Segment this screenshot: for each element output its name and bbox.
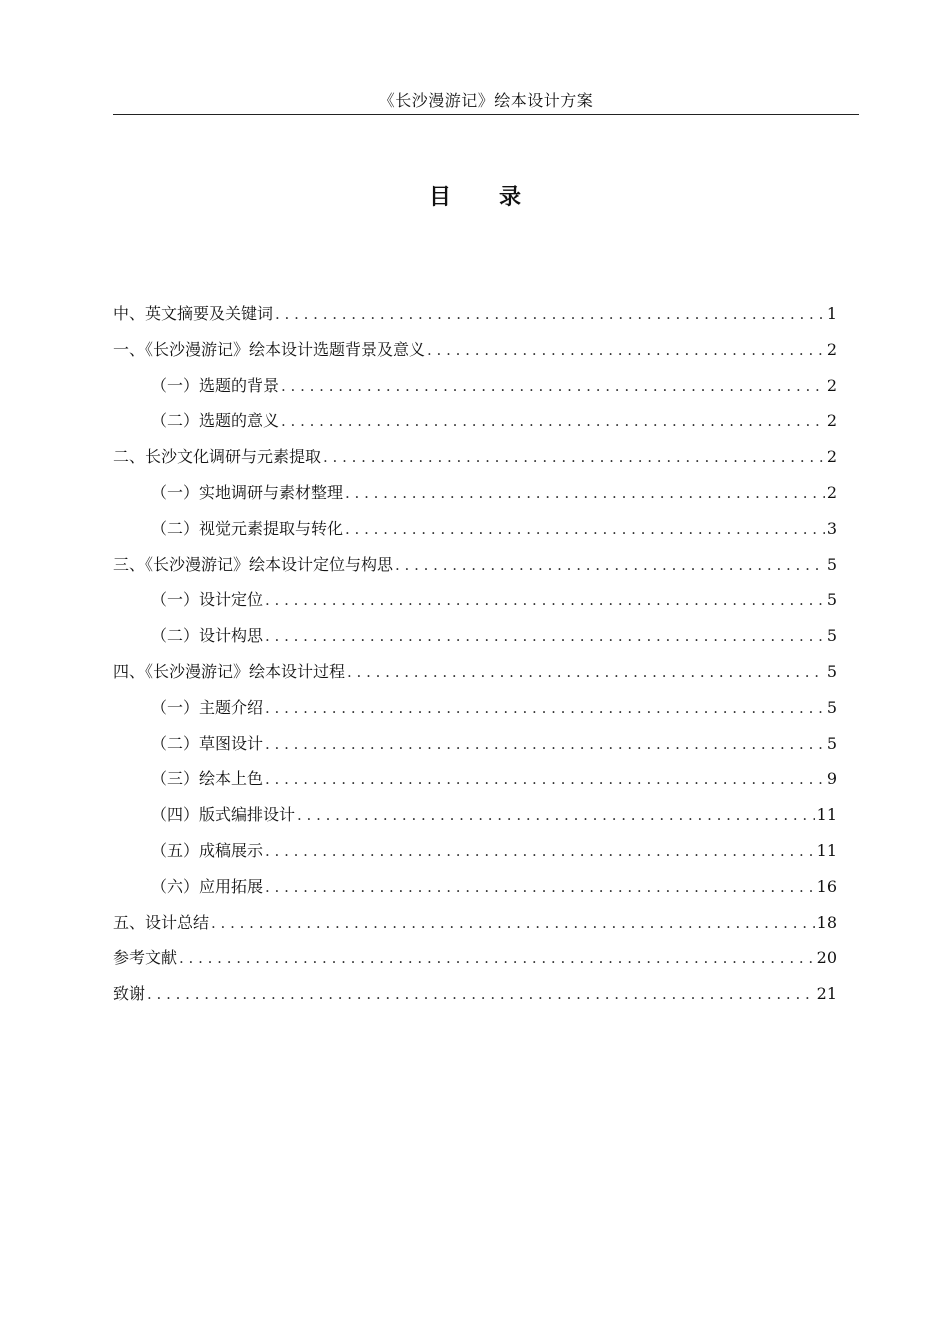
toc-entry[interactable] <box>113 940 837 976</box>
toc-entry[interactable] <box>113 547 837 583</box>
toc-entry-leader <box>265 727 825 762</box>
toc-entry[interactable] <box>113 833 837 869</box>
toc-entry-leader <box>265 762 825 797</box>
toc-entry-page: 20 <box>816 948 837 968</box>
toc-entry[interactable] <box>113 797 837 833</box>
toc-entry-leader <box>347 655 825 690</box>
toc-entry-page: 2 <box>826 411 837 431</box>
toc-entry-leader <box>275 297 825 332</box>
toc-entry-leader <box>265 691 825 726</box>
toc-entry-page: 5 <box>826 626 837 646</box>
toc-entry-page: 2 <box>826 482 837 502</box>
toc-entry-label: 一、《长沙漫游记》绘本设计选题背景及意义 <box>113 339 426 359</box>
toc-entry-page: 11 <box>816 805 837 825</box>
toc-entry-leader <box>147 977 815 1012</box>
toc-entry-leader <box>265 583 825 618</box>
toc-entry-page: 9 <box>826 769 837 789</box>
toc-entry-label: （二）选题的意义 <box>151 411 280 431</box>
toc-entry[interactable] <box>113 332 837 368</box>
toc-entry-label: （三）绘本上色 <box>151 769 264 789</box>
toc-entry-page: 18 <box>816 912 837 932</box>
toc-entry-label: （二）视觉元素提取与转化 <box>151 518 344 538</box>
toc-entry-page: 11 <box>816 840 837 860</box>
toc-entry[interactable] <box>113 511 837 547</box>
toc-entry[interactable] <box>113 726 837 762</box>
toc-entry-label: 五、设计总结 <box>113 912 210 932</box>
toc-entry-page: 3 <box>826 518 837 538</box>
toc-list <box>113 296 837 1012</box>
toc-entry-page: 5 <box>826 733 837 753</box>
toc-entry-label: （五）成稿展示 <box>151 840 264 860</box>
toc-entry-page: 2 <box>826 447 837 467</box>
toc-title-char-2: 录 <box>499 184 522 210</box>
toc-entry-label: 参考文献 <box>113 948 178 968</box>
toc-entry[interactable] <box>113 869 837 905</box>
toc-entry-page: 5 <box>826 661 837 681</box>
toc-entry-page: 5 <box>826 590 837 610</box>
toc-entry[interactable] <box>113 403 837 439</box>
toc-entry-page: 5 <box>826 554 837 574</box>
toc-entry-page: 5 <box>826 697 837 717</box>
toc-entry-label: （二）草图设计 <box>151 733 264 753</box>
toc-entry-leader <box>427 333 825 368</box>
toc-title-char-1: 目 <box>428 184 451 210</box>
toc-entry[interactable] <box>113 475 837 511</box>
toc-entry[interactable] <box>113 654 837 690</box>
toc-entry-leader <box>265 619 825 654</box>
toc-entry[interactable] <box>113 368 837 404</box>
toc-entry-leader <box>281 404 825 439</box>
toc-entry-leader <box>265 834 815 869</box>
toc-entry-label: 三、《长沙漫游记》绘本设计定位与构思 <box>113 554 394 574</box>
toc-entry-leader <box>265 870 815 905</box>
toc-entry-leader <box>395 548 825 583</box>
toc-entry-label: 二、长沙文化调研与元素提取 <box>113 447 322 467</box>
toc-entry[interactable] <box>113 976 837 1012</box>
toc-entry-page: 16 <box>816 876 837 896</box>
toc-entry-leader <box>345 476 825 511</box>
toc-entry-label: （六）应用拓展 <box>151 876 264 896</box>
toc-entry[interactable] <box>113 296 837 332</box>
toc-entry[interactable] <box>113 439 837 475</box>
toc-entry-label: （一）选题的背景 <box>151 375 280 395</box>
toc-entry[interactable] <box>113 690 837 726</box>
toc-entry[interactable] <box>113 618 837 654</box>
toc-entry-label: 四、《长沙漫游记》绘本设计过程 <box>113 661 346 681</box>
toc-entry-leader <box>297 798 815 833</box>
toc-entry-page: 2 <box>826 375 837 395</box>
toc-entry-label: 致谢 <box>113 984 146 1004</box>
toc-title <box>0 182 950 212</box>
toc-entry-leader <box>211 906 815 941</box>
toc-entry-label: （一）设计定位 <box>151 590 264 610</box>
toc-entry[interactable] <box>113 905 837 941</box>
toc-entry-leader <box>323 440 825 475</box>
running-header <box>113 90 859 115</box>
toc-entry-label: （四）版式编排设计 <box>151 805 296 825</box>
toc-entry-label: （一）实地调研与素材整理 <box>151 482 344 502</box>
toc-entry-label: 中、英文摘要及关键词 <box>113 304 274 323</box>
toc-entry-leader <box>179 941 815 976</box>
running-header-title: 《长沙漫游记》绘本设计方案 <box>378 91 594 110</box>
toc-entry[interactable] <box>113 582 837 618</box>
toc-entry-label: （一）主题介绍 <box>151 697 264 717</box>
toc-entry-page: 21 <box>816 984 837 1004</box>
toc-entry-leader <box>281 369 825 404</box>
toc-entry[interactable] <box>113 761 837 797</box>
toc-entry-leader <box>345 512 825 547</box>
toc-entry-label: （二）设计构思 <box>151 626 264 646</box>
toc-entry-page: 1 <box>826 304 837 323</box>
toc-entry-page: 2 <box>826 339 837 359</box>
